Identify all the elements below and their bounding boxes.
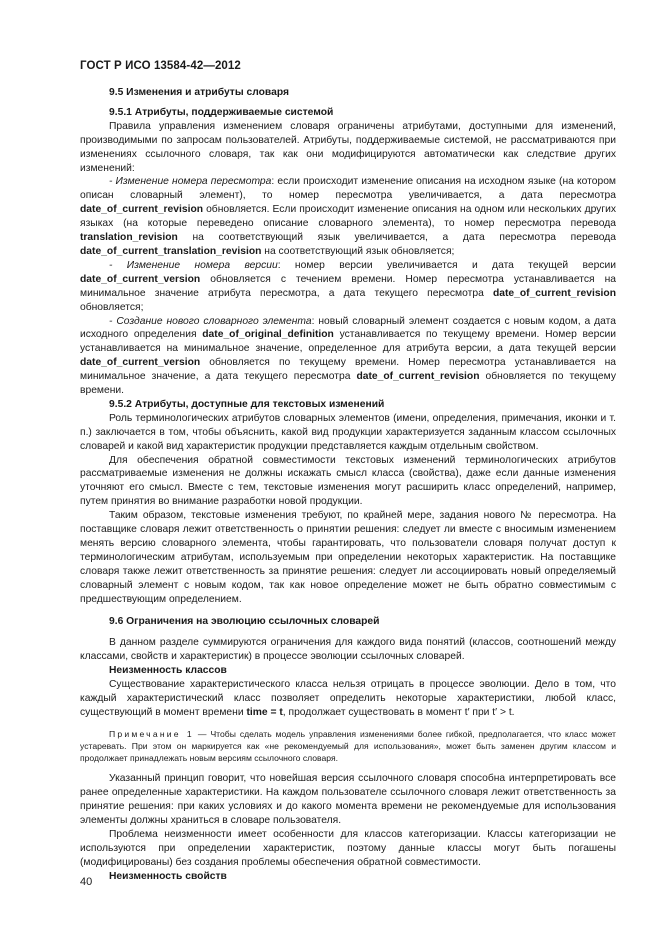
attribute-name: date_of_current_revision — [492, 287, 616, 299]
text-run: обновляется. Если происходит изменение описания на одном или нескольких других языках (на которые переведено описание словарного элемента), то номер пересмотра перевода — [80, 204, 616, 230]
text-run: на соответствующий язык увеличивается, а дата пересмотра перевода — [177, 232, 616, 244]
paragraph: Роль терминологических атрибутов словарных элементов (имени, определения, примечания, иконки и т. п.) заключается в том, чтобы объяснить, какой вид продукции характеризуется заданным классом ссылочных словарей и какой вид характеристик продукции представляется каждым отдельным свойством. — [80, 412, 616, 452]
list-item-term: - Изменение номера версии — [109, 259, 278, 271]
paragraph: Указанный принцип говорит, что новейшая версия ссылочного словаря способна интерпретировать все ранее определенные характеристики. На каждом пользователе ссылочного словаря лежит ответственность за принятие решения: при каких условиях и до какого момента времени не рекомендуемые для использования элементы должны храниться в словаре пользователя. — [80, 773, 616, 827]
subheading-property-immutability: Неизменность свойств — [109, 870, 227, 882]
attribute-name: date_of_original_definition — [202, 329, 334, 341]
subheading-class-immutability: Неизменность классов — [109, 665, 227, 677]
list-item-new-element — [80, 315, 616, 398]
attribute-name: date_of_current_translation_revision — [80, 245, 262, 257]
list-item-term: - Создание нового словарного элемента — [109, 315, 312, 327]
text-run: обновляется по текущему времени. — [80, 371, 616, 397]
paragraph — [80, 678, 616, 720]
paragraph: Правила управления изменением словаря ограничены атрибутами, доступными для изменений, производимыми по запросам пользователей. Атрибуты, поддерживаемые системой, не рассматриваются при изменениях ссылочного словаря, так как они модифицируются автоматически как следствие других изменений: — [80, 120, 616, 174]
attribute-name: date_of_current_version — [80, 273, 201, 285]
text-run: на соответствующий язык обновляется; — [261, 245, 455, 257]
text-run: обновляется с течением времени. Номер пересмотра устанавливается на минимальное значение атрибута пересмотра, а дата текущего пересмотра — [80, 273, 616, 299]
section-9-5-1-heading: 9.5.1 Атрибуты, поддерживаемые системой — [109, 106, 334, 118]
section-9-6-heading: 9.6 Ограничения на эволюцию ссылочных словарей — [109, 615, 380, 627]
attribute-name: date_of_current_revision — [80, 204, 204, 216]
text-run: : номер версии увеличивается и дата текущей версии — [277, 259, 617, 271]
text-run: обновляется по текущему времени. Номер пересмотра устанавливается на минимальное значение, а дата текущего пересмотра — [80, 357, 616, 383]
section-9-5-2-heading: 9.5.2 Атрибуты, доступные для текстовых изменений — [109, 398, 385, 410]
list-item-version — [80, 259, 616, 315]
list-item-revision — [80, 175, 616, 258]
page-number: 40 — [80, 876, 93, 888]
paragraph: Проблема неизменности имеет особенности для классов категоризации. Классы категоризации не используются при определении характеристик, поэтому данные классы могут быть погашены (модифицированы) без создания проблемы обеспечения обратной совместимости. — [80, 829, 616, 868]
paragraph: В данном разделе суммируются ограничения для каждого вида понятий (классов, соотношений между классами, свойств и характеристик) в процессе эволюции ссылочных словарей. — [80, 637, 616, 663]
attribute-name: translation_revision — [80, 232, 178, 244]
list-item-term: - Изменение номера пересмотра — [109, 176, 272, 188]
text-run: обновляется; — [80, 301, 144, 313]
note-text: — Чтобы сделать модель управления изменениями более гибкой, предполагается, что класс может устаревать. При этом он маркируется как «не рекомендуемый для использования», может быть заменен другим классом и продолжает принадлежать новым версиям ссылочного словаря. — [80, 728, 616, 764]
section-9-5-heading: 9.5 Изменения и атрибуты словаря — [109, 87, 290, 98]
text-run: : новый словарный элемент создается с новым кодом, а дата исходного определения — [80, 315, 616, 341]
document-header: ГОСТ Р ИСО 13584-42—2012 — [80, 60, 241, 72]
paragraph: Таким образом, текстовые изменения требуют, по крайней мере, задания нового № пересмотра. На поставщике словаря лежит ответственность о принятии решения: следует ли вместе с вносимым изменением менять версию словарного элемента, чтобы гарантировать, что пользователи словаря получат доступ к терминологическим атрибутам, используемым при определении некоторых характеристик. На поставщике словаря также лежит ответственность за принятие решения: следует ли ассоциировать новый определяемый словарный элемент с новым кодом, так как новое определение может не быть обратно совместимым с предшествующим определением. — [80, 510, 616, 605]
note-label: Примечание 1 — [109, 728, 194, 739]
attribute-name: date_of_current_revision — [356, 371, 480, 383]
text-run: : если происходит изменение описания на исходном языке (на котором описан словарный элемент), то номер пересмотра увеличивается, а дата пересмотра — [80, 176, 616, 202]
formula: time = t — [246, 706, 283, 718]
text-run: Существование характеристического класса нельзя отрицать в процессе эволюции. Дело в том, что каждый характеристический класс позволяет определить некоторые характеристики, любой класс, существующий в момент времени — [80, 679, 616, 718]
text-run: , продолжает существовать в момент t′ при t′ > t. — [282, 706, 515, 718]
note — [80, 728, 616, 765]
text-run: устанавливается по текущему времени. Номер версии устанавливается на минимальное значение, определенное для атрибута версии, а дата текущей версии — [80, 329, 616, 355]
attribute-name: date_of_current_version — [80, 357, 201, 369]
page-content — [80, 86, 616, 884]
paragraph: Для обеспечения обратной совместимости текстовых изменений терминологических атрибутов рассматриваемые изменения не должны искажать смысл класса (свойства), даже если данные изменения уточняют его смысл. Вместе с тем, текстовые изменения могут расширить класс определений, например, путем принятия во внимание разработки новой продукции. — [80, 454, 616, 508]
